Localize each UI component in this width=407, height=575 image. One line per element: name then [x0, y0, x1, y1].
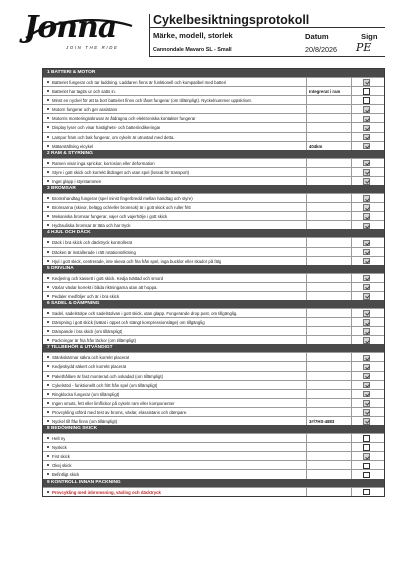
column-divider [306, 327, 307, 335]
checklist-item-label: Display lyser och visar hastighets- och batteriindikeringar [52, 125, 161, 131]
checklist-item-value[interactable]: 3#/7HS-4883 [309, 419, 335, 424]
checklist-row [43, 451, 384, 460]
header-rule [149, 27, 385, 28]
section-header: 2 RAM & STYRNING [43, 150, 384, 158]
checkbox-checked[interactable] [363, 391, 370, 398]
column-divider [351, 238, 352, 246]
section-header: 1 BATTERI & MOTOR [43, 69, 384, 77]
checklist-item-label: Inget glapp i styrstammen [52, 178, 102, 184]
checklist-row [43, 460, 384, 469]
column-divider [306, 87, 307, 95]
column-divider [351, 399, 352, 407]
column-divider [351, 257, 352, 265]
column-divider [351, 221, 352, 229]
checklist-row [43, 380, 384, 389]
date-label: Datum [305, 32, 329, 41]
checkbox-checked[interactable] [363, 258, 370, 265]
column-divider [351, 168, 352, 176]
column-divider [351, 114, 352, 122]
column-divider [306, 283, 307, 291]
checklist-item-label: Stänkskärmar säkra och korrekt placerat [52, 355, 130, 361]
checkbox-checked[interactable] [363, 453, 370, 460]
section-header: 4 HJUL OCH DÄCK [43, 229, 384, 237]
column-divider [351, 390, 352, 398]
bullet-icon [47, 356, 49, 358]
checklist-row [43, 256, 384, 265]
column-divider [306, 443, 307, 451]
checklist-item-label: Bromsarna (skivor, belägg och/eller bromsok) är i gott skick och ruller fritt [52, 205, 191, 211]
bullet-icon [47, 464, 49, 466]
column-divider [351, 123, 352, 131]
column-divider [306, 96, 307, 104]
column-divider [306, 434, 307, 442]
checklist-table [42, 68, 385, 497]
checklist-item-label: Styre i gott skick och korrekt åtdraget och utan spel (lossat för transport) [52, 169, 190, 175]
header-divider [149, 14, 150, 56]
bullet-icon [47, 277, 49, 279]
checklist-item-label: Ingen smuts, fett eller limflickor på cykeln ram eller komponenter [52, 400, 175, 406]
checklist-row [43, 193, 384, 202]
checklist-item-label: Pedaler medföljer och är i bra skick [52, 293, 120, 299]
date-field[interactable]: 20/8/2026 [305, 45, 337, 54]
bullet-icon [47, 81, 49, 83]
checklist-item-label: Ramen visar inga sprickor, korrosion eller deformation [52, 160, 155, 166]
checklist-item-label: Nyckel till ftlw finns (om tillämpligt) [52, 419, 118, 424]
column-divider [351, 309, 352, 317]
checklist-item-label: Befintligt skick [52, 472, 80, 478]
checklist-row [43, 158, 384, 167]
column-divider [306, 274, 307, 282]
checklist-item-label: Däck i bra skick och däcktryck kontrollerat [52, 240, 132, 246]
checkbox-unchecked[interactable] [363, 88, 370, 95]
bullet-icon [47, 339, 49, 341]
bullet-icon [47, 393, 49, 395]
checkbox-checked[interactable] [363, 373, 370, 380]
checklist-item-value[interactable]: Integrerat i ram [309, 89, 341, 95]
column-divider [306, 114, 307, 122]
checklist-item-label: Motorns monteringsskruvar är åtdragna och elektroniska kontakter fungerar [52, 116, 196, 122]
checkbox-checked[interactable] [363, 195, 370, 202]
column-divider [306, 177, 307, 185]
checklist-row [43, 317, 384, 326]
checklist-row [43, 86, 384, 95]
checklist-row [43, 220, 384, 229]
section-header: 7 TILLBEHÖR & UTVÄNDIGT [43, 344, 384, 352]
bullet-icon [47, 384, 49, 386]
model-field[interactable]: Cannondale Mavaro SL - Small [153, 47, 232, 53]
column-divider [351, 362, 352, 370]
column-divider [306, 123, 307, 131]
checkbox-checked[interactable] [363, 204, 370, 211]
column-divider [351, 87, 352, 95]
checklist-row [43, 202, 384, 211]
sign-label: Sign [361, 32, 378, 41]
checklist-row [43, 308, 384, 317]
checkbox-checked[interactable] [363, 337, 370, 344]
bullet-icon [47, 330, 49, 332]
checklist-row [43, 273, 384, 282]
checkbox-checked[interactable] [363, 400, 370, 407]
checklist-item-label: Motorn fungerar och ger assistans [52, 107, 118, 113]
checkbox-checked[interactable] [363, 116, 370, 123]
bullet-icon [47, 491, 49, 493]
checkbox-checked[interactable] [363, 284, 370, 291]
checklist-item-label: Växlar växlar korrekt i båda riktningarna utan att hoppa. [52, 284, 158, 290]
checklist-item-label: Dämpande i bra skick (om tillämpligt) [52, 329, 123, 335]
checklist-row [43, 132, 384, 141]
column-divider [306, 142, 307, 150]
column-divider [351, 159, 352, 167]
column-divider [351, 274, 352, 282]
column-divider [306, 408, 307, 416]
column-divider [351, 336, 352, 344]
column-divider [306, 461, 307, 469]
checklist-row [43, 176, 384, 185]
column-divider [306, 159, 307, 167]
column-divider [306, 238, 307, 246]
checkbox-checked[interactable] [363, 355, 370, 362]
column-divider [306, 203, 307, 211]
column-divider [306, 105, 307, 113]
bullet-icon [47, 180, 49, 182]
checkbox-checked[interactable] [363, 213, 370, 220]
checklist-row [43, 352, 384, 361]
column-divider [351, 133, 352, 141]
column-divider [306, 362, 307, 370]
bullet-icon [47, 171, 49, 173]
checklist-item-label: Lampor fram och bak fungerar, om cykeln är utrustad med detta. [52, 134, 175, 140]
checkbox-checked[interactable] [363, 143, 370, 150]
section-header: 3 BROMSAR [43, 185, 384, 193]
checklist-item-label: Batteriet fungerar och tar laddning. Laddaren finns är funktionell och kompatibel med batteri [52, 80, 227, 85]
section-header: 5 DRIVLINA [43, 265, 384, 273]
signature-field[interactable]: PE [356, 41, 372, 54]
bullet-icon [47, 145, 49, 147]
bullet-icon [47, 162, 49, 164]
column-divider [306, 417, 307, 425]
bullet-icon [47, 197, 49, 199]
section-header: 9 KONTROLL INNAN PACKNING [43, 479, 384, 487]
bullet-icon [47, 295, 49, 297]
checklist-row [43, 371, 384, 380]
column-divider [351, 194, 352, 202]
checklist-row [43, 122, 384, 131]
column-divider [351, 248, 352, 256]
column-divider [306, 212, 307, 220]
checkbox-checked[interactable] [363, 275, 370, 282]
logo-wordmark: Jonna [24, 10, 117, 45]
checklist-item-label: Nyskick [52, 445, 67, 451]
checklist-item-label: Däcken är installerade i rätt rotationsriktning [52, 249, 136, 255]
bullet-icon [47, 99, 49, 101]
checkbox-checked[interactable] [363, 249, 370, 256]
checkbox-checked[interactable] [363, 240, 370, 247]
checklist-item-value[interactable]: 404km [309, 143, 323, 149]
column-divider [351, 318, 352, 326]
checklist-item-label: Kedjering och kassett i gott skick. Kedja tvättad och smord [52, 275, 164, 281]
checklist-row [43, 361, 384, 370]
checkbox-checked[interactable] [363, 319, 370, 326]
section-header: 6 SADEL & DÄMPNING [43, 300, 384, 308]
checklist-row [43, 326, 384, 335]
column-divider [351, 96, 352, 104]
checkbox-unchecked[interactable] [363, 489, 370, 496]
brand-logo [22, 12, 134, 56]
checklist-item-label: Ringklocka fungerar (om tillämpligt) [52, 391, 120, 397]
checklist-item-label: Cykelstöd - funktionellt och fritt från spel (om tillämpligt) [52, 382, 158, 388]
checkbox-checked[interactable] [363, 382, 370, 389]
column-divider [306, 248, 307, 256]
checklist-item-label: Provcykling med inbromsning, växling och däcktryck [52, 489, 161, 495]
checklist-row [43, 398, 384, 407]
checkbox-unchecked[interactable] [363, 97, 370, 104]
checklist-row [43, 141, 384, 150]
column-divider [351, 353, 352, 361]
column-divider [306, 257, 307, 265]
checkbox-checked[interactable] [363, 310, 370, 317]
bullet-icon [47, 136, 49, 138]
checklist-item-label: Pakethållare är fast monterad och oskadad (om tillämpligt) [52, 373, 164, 379]
bullet-icon [47, 375, 49, 377]
checklist-row [43, 167, 384, 176]
column-divider [351, 372, 352, 380]
bullet-icon [47, 224, 49, 226]
column-divider [351, 461, 352, 469]
checkbox-checked[interactable] [363, 160, 370, 167]
bullet-icon [47, 126, 49, 128]
column-divider [306, 78, 307, 86]
bullet-icon [47, 455, 49, 457]
checklist-row [43, 335, 384, 344]
column-divider [351, 417, 352, 425]
checkbox-unchecked[interactable] [363, 444, 370, 451]
checkbox-unchecked[interactable] [363, 463, 370, 470]
checkbox-checked[interactable] [363, 418, 370, 425]
column-divider [306, 470, 307, 478]
bullet-icon [47, 420, 49, 422]
column-divider [351, 142, 352, 150]
bullet-icon [47, 312, 49, 314]
checklist-item-label: Dämpning i gott skick (tvätat i öppet och stängt kompressionsläge) om tillgänglig [52, 320, 205, 326]
column-divider [306, 318, 307, 326]
bullet-icon [47, 402, 49, 404]
bullet-icon [47, 446, 49, 448]
checklist-row [43, 407, 384, 416]
checkbox-checked[interactable] [363, 134, 370, 141]
checklist-item-label: Provcykling utförd med test av broms, växlar, elassistans och dämpare. [52, 409, 188, 415]
document-header [22, 10, 385, 60]
checkbox-checked[interactable] [363, 106, 370, 113]
column-divider [351, 212, 352, 220]
checkbox-checked[interactable] [363, 169, 370, 176]
checklist-row [43, 389, 384, 398]
column-divider [306, 372, 307, 380]
column-divider [306, 194, 307, 202]
bullet-icon [47, 473, 49, 475]
column-divider [306, 488, 307, 496]
bullet-icon [47, 241, 49, 243]
bullet-icon [47, 321, 49, 323]
column-divider [351, 78, 352, 86]
bullet-icon [47, 117, 49, 119]
bullet-icon [47, 90, 49, 92]
checklist-item-label: Fint skick [52, 454, 70, 460]
column-divider [306, 336, 307, 344]
page-title: Cykelbesiktningsprotokoll [153, 13, 310, 27]
checklist-row [43, 211, 384, 220]
checkbox-checked[interactable] [363, 364, 370, 371]
checklist-row [43, 237, 384, 246]
checklist-row [43, 433, 384, 442]
checklist-row [43, 95, 384, 104]
column-divider [351, 452, 352, 460]
bullet-icon [47, 206, 49, 208]
column-divider [351, 105, 352, 113]
bullet-icon [47, 260, 49, 262]
checklist-item-label: Bromshandtag fungerar (spel minst fingerbredd mellan handtag och styre) [52, 196, 193, 202]
column-divider [351, 327, 352, 335]
column-divider [306, 221, 307, 229]
checklist-item-label: Mätarställning elcykel [52, 143, 94, 149]
column-divider [351, 177, 352, 185]
checklist-row [43, 469, 384, 478]
column-divider [306, 309, 307, 317]
checklist-item-label: Helt ny [52, 436, 66, 442]
checklist-row [43, 291, 384, 300]
bullet-icon [47, 215, 49, 217]
bullet-icon [47, 437, 49, 439]
checklist-row [43, 113, 384, 122]
checkbox-checked[interactable] [363, 409, 370, 416]
column-divider [306, 353, 307, 361]
bullet-icon [47, 286, 49, 288]
column-divider [306, 168, 307, 176]
checkbox-unchecked[interactable] [363, 472, 370, 479]
subtitle-label: Märke, modell, storlek [153, 31, 233, 40]
checklist-item-label: Packningar är fria från läckor (om tillämpligt) [52, 338, 137, 344]
column-divider [306, 381, 307, 389]
bullet-icon [47, 411, 49, 413]
column-divider [306, 390, 307, 398]
bullet-icon [47, 365, 49, 367]
checklist-row [43, 104, 384, 113]
column-divider [351, 203, 352, 211]
checklist-row [43, 282, 384, 291]
checkbox-checked[interactable] [363, 79, 370, 86]
checklist-row [43, 416, 384, 425]
logo-tagline: JOIN THE RIDE [66, 45, 119, 50]
checkbox-checked[interactable] [363, 178, 370, 185]
column-divider [306, 452, 307, 460]
column-divider [351, 470, 352, 478]
section-header: 8 BEDÖMNING SKICK [43, 425, 384, 433]
checklist-item-label: Kedjeskydd säkert och korrekt placerat [52, 364, 127, 370]
bullet-icon [47, 251, 49, 253]
checklist-item-label: Hjul i gott skick, centrerade, inte skeva och fria från spel, inga bucklor eller skador på fälg [52, 258, 222, 264]
checklist-item-label: Sadel, sadelstolpe och sadelstolvan i gott skick, utan glapp. Fungerande drop post, om tillgänglig. [52, 310, 238, 316]
checklist-item-label: Minst en nyckel för att ta bort batteriet finns och låset fungerar (om tillämpligt). Nyckelnummer uppskrivet. [52, 98, 252, 104]
column-divider [306, 399, 307, 407]
column-divider [351, 283, 352, 291]
column-divider [351, 434, 352, 442]
checklist-row [43, 442, 384, 451]
checklist-item-label: Okej skick [52, 463, 72, 469]
column-divider [351, 408, 352, 416]
column-divider [351, 292, 352, 300]
column-divider [351, 381, 352, 389]
checklist-item-label: Batteriet har tagits ur och satts in. [52, 89, 117, 95]
bullet-icon [47, 108, 49, 110]
checkbox-checked[interactable] [363, 125, 370, 132]
checkbox-checked[interactable] [363, 328, 370, 335]
column-divider [351, 443, 352, 451]
checklist-item-label: Mekaniska bromsar fungerar, vajer och vajerhölje i gott skick [52, 214, 168, 220]
column-divider [351, 488, 352, 496]
checklist-row [43, 77, 384, 86]
header-rule-bottom [149, 56, 385, 57]
checklist-row [43, 487, 384, 496]
checkbox-unchecked[interactable] [363, 435, 370, 442]
checklist-row [43, 247, 384, 256]
checklist-item-label: Hydrauliska bromsar är täta och har tryck [52, 223, 131, 229]
column-divider [306, 292, 307, 300]
checkbox-checked[interactable] [363, 223, 370, 230]
column-divider [306, 133, 307, 141]
checkbox-checked[interactable] [363, 293, 370, 300]
